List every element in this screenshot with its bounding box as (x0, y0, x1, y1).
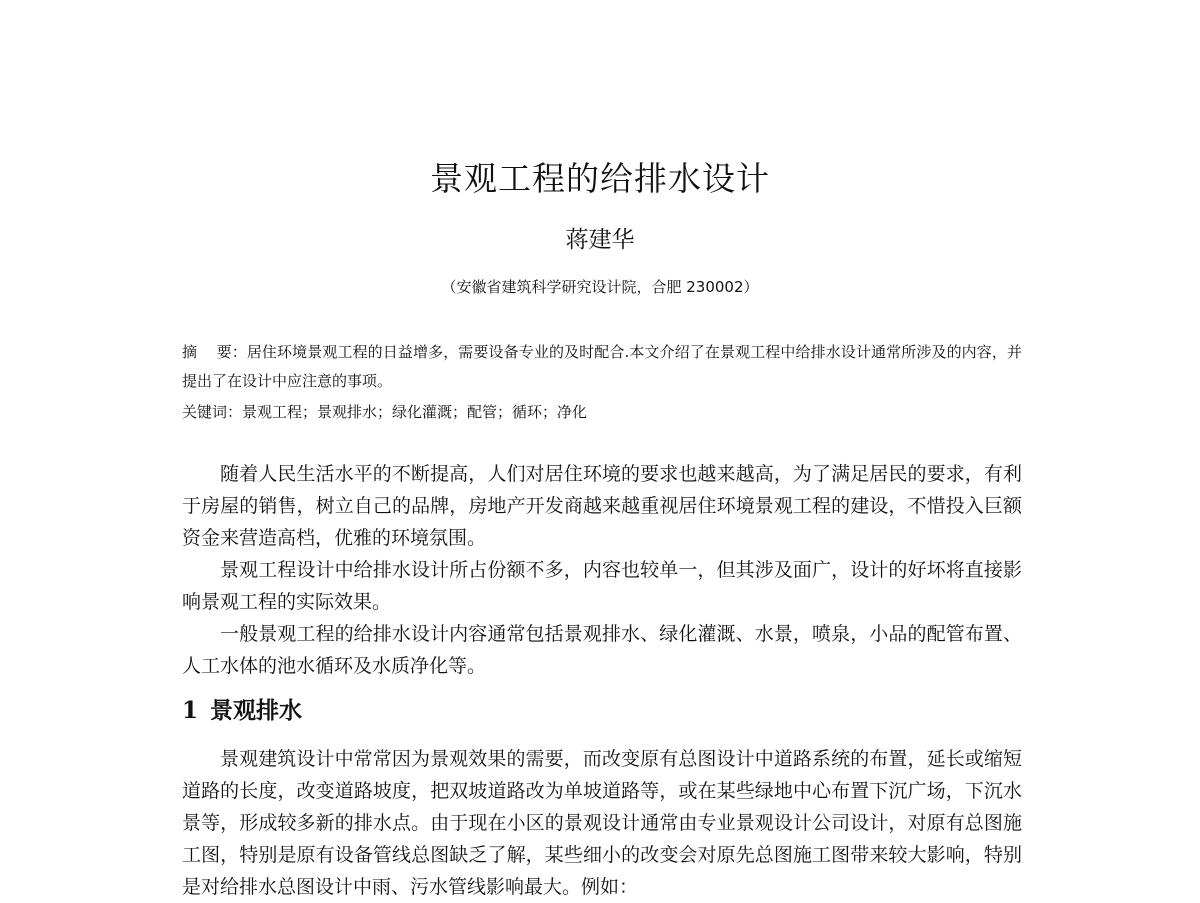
section-1-title: 景观排水 (210, 698, 303, 724)
paper-author: 蒋建华 (565, 227, 635, 253)
section-1-paragraph: 景观建筑设计中常常因为景观效果的需要，而改变原有总图设计中道路系统的布置，延长或缩短道路的长度，改变道路坡度，把双坡道路改为单坡道路等，或在某些绿地中心布置下沉广场，下沉水景等，形成较多新的排水点。由于现在小区的景观设计通常由专业景观设计公司设计，对原有总图施工图，特别是原有设备管线总图缺乏了解，某些细小的改变会对原先总图施工图带来较大影响，特别是对给排水总图设计中雨、污水管线影响最大。例如： (182, 748, 1022, 898)
keywords-label: 关键词： (182, 403, 243, 421)
introduction (182, 458, 1022, 682)
section-1-heading (182, 693, 302, 729)
author-affiliation: （安徽省建筑科学研究设计院，合肥 230002） (441, 278, 759, 296)
paper-title: 景观工程的给排水设计 (430, 159, 770, 198)
keywords (182, 398, 1022, 427)
abstract-label: 摘 要： (182, 343, 247, 361)
abstract-text: 居住环境景观工程的日益增多，需要设备专业的及时配合.本文介绍了在景观工程中给排水设计通常所涉及的内容，并提出了在设计中应注意的事项。 (182, 343, 1023, 390)
section-1-number: 1 (182, 697, 199, 724)
section-1-body (182, 743, 1022, 903)
intro-paragraph-3: 一般景观工程的给排水设计内容通常包括景观排水、绿化灌溉、水景，喷泉，小品的配管布置、人工水体的池水循环及水质净化等。 (182, 623, 1022, 677)
abstract (182, 338, 1022, 396)
keywords-text: 景观工程；景观排水；绿化灌溉；配管；循环；净化 (242, 403, 588, 421)
intro-paragraph-2: 景观工程设计中给排水设计所占份额不多，内容也较单一，但其涉及面广，设计的好坏将直接影响景观工程的实际效果。 (182, 559, 1022, 613)
intro-paragraph-1: 随着人民生活水平的不断提高，人们对居住环境的要求也越来越高，为了满足居民的要求，有利于房屋的销售，树立自己的品牌，房地产开发商越来越重视居住环境景观工程的建设，不惜投入巨额资金来营造高档，优雅的环境氛围。 (182, 463, 1022, 549)
